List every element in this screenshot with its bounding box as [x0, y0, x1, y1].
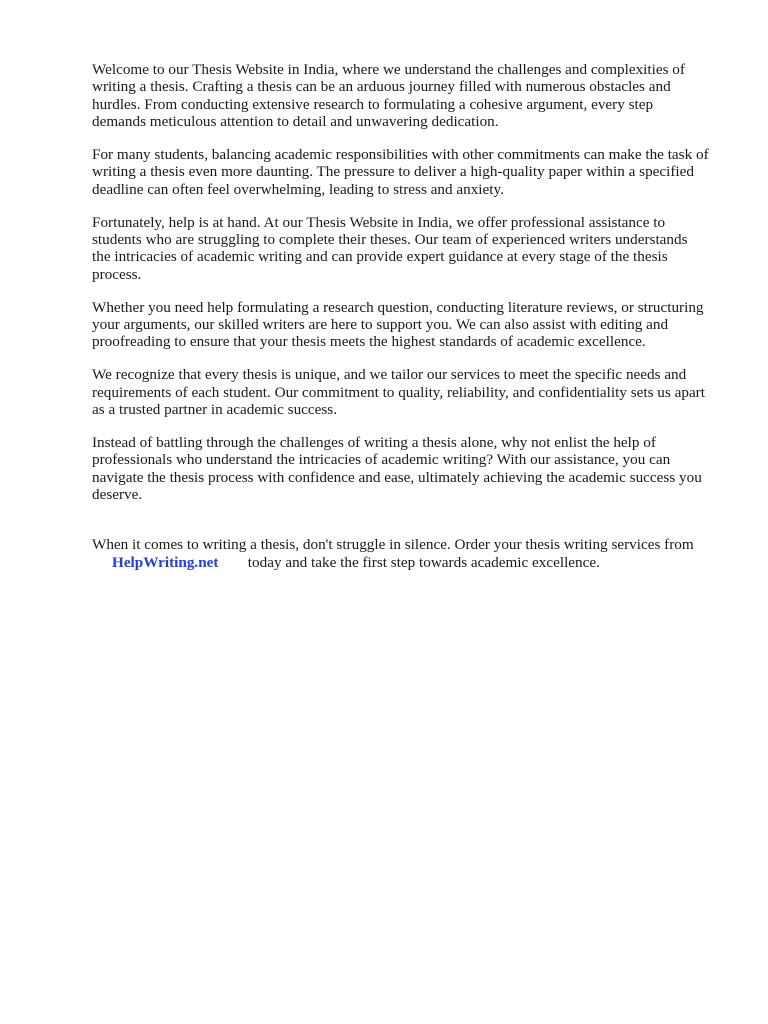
paragraph-help-at-hand: Fortunately, help is at hand. At our Thesis Website in India, we offer professional assistance to students who are struggling to complete their theses. Our team of experienced writers understands the intricacies of academic writing and can provide expert guidance at every stage of the thesis process. — [92, 213, 688, 283]
paragraph-welcome: Welcome to our Thesis Website in India, where we understand the challenges and complexities of writing a thesis. Crafting a thesis can be an arduous journey filled with numerous obstacles and hurdles. From conducting extensive research to formulating a cohesive argument, every step demands meticulous attention to detail and unwavering dedication. — [92, 61, 685, 131]
document-body — [92, 61, 728, 604]
paragraph-closing — [92, 519, 728, 589]
paragraph-services: Whether you need help formulating a research question, conducting literature reviews, or structuring your arguments, our skilled writers are here to support you. We can also assist with editing and proofreading to ensure that your thesis meets the highest standards of academic excellence. — [92, 298, 704, 351]
paragraph-balancing: For many students, balancing academic responsibilities with other commitments can make the task of writing a thesis even more daunting. The pressure to deliver a high-quality paper within a specified deadline can often feel overwhelming, leading to stress and anxiety. — [92, 146, 709, 198]
closing-tail-text: today and take the first step towards academic excellence. — [247, 553, 600, 571]
closing-last-line — [92, 554, 728, 571]
helpwriting-link[interactable]: HelpWriting.net — [112, 553, 219, 571]
paragraph-instead: Instead of battling through the challenges of writing a thesis alone, why not enlist the help of professionals who understand the intricacies of academic writing? With our assistance, you can navigate the thesis process with confidence and ease, ultimately achieving the academic success you deserve. — [92, 433, 702, 504]
paragraph-unique: We recognize that every thesis is unique, and we tailor our services to meet the specific needs and requirements of each student. Our commitment to quality, reliability, and confidentiality sets us apart as a trusted partner in academic success. — [92, 366, 705, 419]
closing-lead-text: When it comes to writing a thesis, don't struggle in silence. Order your thesis writing services from — [92, 536, 694, 554]
